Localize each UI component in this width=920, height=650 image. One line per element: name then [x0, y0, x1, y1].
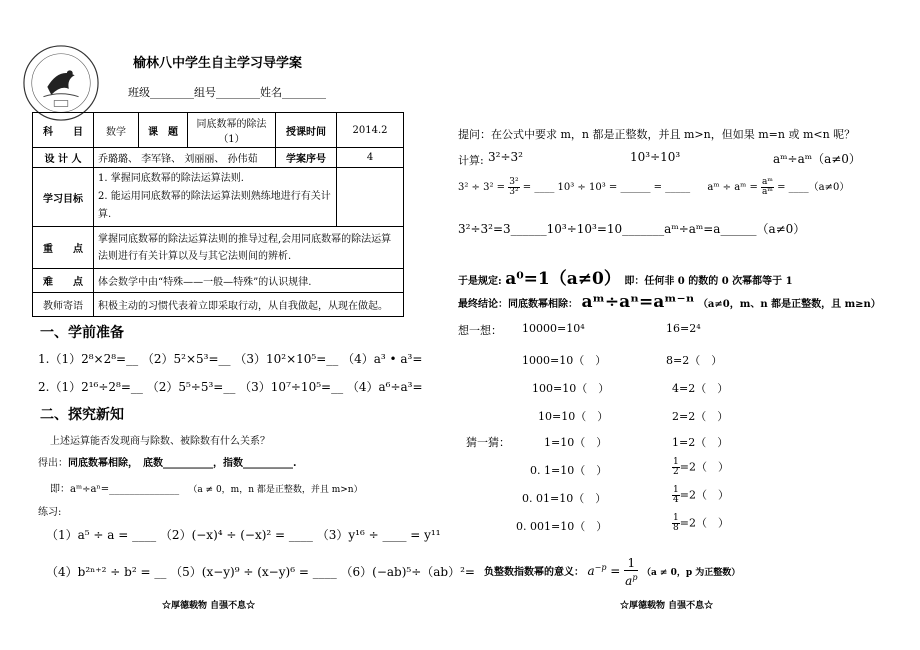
key-label: 重 点: [33, 227, 94, 269]
practice-line-1: （1）a⁵ ÷ a = ____ （2）(−x)⁴ ÷ (−x)² = ____ （3）y¹⁶ ÷ ____ = y¹¹: [46, 528, 441, 542]
rule-prefix: 于是规定:: [458, 276, 502, 287]
difficult-label: 难 点: [33, 269, 94, 293]
frac-line-a: 3² ÷ 3² =: [458, 182, 506, 193]
subject-value: 数学: [94, 113, 139, 148]
frac-line-c: aᵐ ÷ aᵐ =: [707, 182, 758, 193]
power10-row-2: 100=10（ ）: [532, 382, 610, 395]
think-label: 想一想：: [458, 324, 502, 337]
calc-label: 计算:: [458, 154, 484, 167]
seq-label: 学案序号: [276, 148, 337, 168]
designer-label: 设 计 人: [33, 148, 94, 168]
frac-line-d: = ____（a≠0）: [777, 182, 850, 193]
conclusion-prefix: 得出：: [38, 458, 68, 469]
motto-label: 教师寄语: [33, 293, 94, 317]
power2-row-3: 2=2（ ）: [672, 410, 729, 423]
power10-row-0: 10000=10⁴: [522, 322, 585, 335]
fraction-1-8: $\frac{1}{8}$: [673, 513, 679, 533]
final-line: [458, 292, 881, 312]
power2-row-6: $\frac{1}{4}$ =2（ ）: [673, 485, 729, 505]
fraction-1-ap: $\frac{1}{a^p}$: [625, 556, 638, 588]
power10-row-1: 1000=10（ ）: [522, 354, 607, 367]
goals-value: [94, 168, 337, 227]
exercise-line-2: 2.（1）2¹⁶÷2⁸=__ （2）5⁵÷5³=__ （3）10⁷÷10⁵=__ （4）a⁶÷a³=: [38, 380, 423, 394]
power10-row-4: 1=10（ ）: [544, 436, 608, 449]
neg-formula: $a^{-p}$ =: [587, 563, 625, 578]
calc-3: aᵐ÷aᵐ（a≠0）: [773, 152, 861, 166]
explore-question: 上述运算能否发现商与除数、被除数有什么关系？: [50, 436, 270, 447]
final-condition: （a≠0，m、n 都是正整数，且 m≥n）: [697, 299, 881, 310]
formula-line: [50, 480, 363, 495]
key-value: 掌握同底数幂的除法运算法则的推导过程,会用同底数幂的除法运算法则进行有关计算以及与其它法则间的辨析.: [94, 227, 404, 269]
conclusion-line: [38, 454, 296, 469]
power10-row-7: 0. 001=10（ ）: [516, 520, 608, 533]
frac-line-b: = ____ 10³ ÷ 10³ = ______ = _____: [522, 182, 691, 193]
goal-2: 2. 能运用同底数幂的除法运算法则熟练地进行有关计算.: [98, 191, 331, 220]
footer-right: ☆厚德载物 自强不息☆: [620, 601, 714, 611]
final-prefix: 最终结论：同底数幂相除：: [458, 299, 578, 310]
power2-row-1: 8=2（ ）: [666, 354, 723, 367]
time-label: 授课时间: [276, 113, 337, 148]
fraction-1-2: $\frac{1}{2}$: [673, 457, 679, 477]
topic-label: 课 题: [139, 113, 188, 148]
time-value: 2014.2: [337, 113, 404, 148]
calc-line-3: 3²÷3²=3______10³÷10³=10_______aᵐ÷aᵐ=a______（a≠0）: [458, 222, 806, 236]
designer-value: 乔璐璐、 李军锋、 刘丽丽、 孙伟茹: [94, 148, 276, 168]
fraction-line: [458, 178, 849, 197]
calc-1: 3²÷3²: [488, 150, 523, 164]
section2-heading: 二、探究新知: [40, 407, 124, 423]
section1-heading: 一、学前准备: [40, 325, 124, 341]
footer-left: ☆厚德载物 自强不息☆: [162, 601, 256, 611]
info-table: [32, 112, 404, 317]
power2-row-7: $\frac{1}{8}$ =2（ ）: [673, 513, 729, 533]
guess-label: 猜一猜：: [466, 436, 510, 449]
formula-condition: （a ≠ 0，m，n 都是正整数，并且 m>n）: [188, 485, 363, 495]
power10-row-3: 10=10（ ）: [538, 410, 609, 423]
practice-label: 练习:: [38, 507, 62, 518]
fraction-1-4: $\frac{1}{4}$: [673, 485, 679, 505]
practice-line-2: （4）b²ⁿ⁺² ÷ b² = __ （5）(x−y)⁹ ÷ (x−y)⁶ = ____ （6）(−ab)⁵÷（ab）²=: [46, 565, 475, 579]
topic-value: 同底数幂的除法（1）: [188, 113, 276, 148]
neg-condition: （a ≠ 0，p 为正整数）: [641, 568, 741, 578]
calc-2: 10³÷10³: [630, 150, 681, 164]
motto-value: 积极主动的习惯代表着立即采取行动，从自我做起，从现在做起。: [94, 293, 404, 317]
school-seal-logo: [22, 44, 100, 122]
difficult-value: 体会数学中由“特殊——一般—特殊”的认识规律.: [94, 269, 404, 293]
neg-label: 负整数指数幂的意义：: [484, 567, 584, 578]
power2-row-4: 1=2（ ）: [672, 436, 729, 449]
rule-text: 即：任何非 0 的数的 0 次幂都等于 1: [624, 276, 793, 287]
page-title: 榆林八中学生自主学习导学案: [133, 56, 303, 71]
rule-formula: a⁰=1（a≠0）: [505, 269, 621, 289]
fraction-am-am: $\frac{\text{aᵐ}}{\text{aᵐ}}$: [762, 177, 773, 197]
formula-text: 即：aᵐ÷aⁿ=______________: [50, 484, 180, 495]
question-line: 提问：在公式中要求 m，n 都是正整数，并且 m>n，但如果 m=n 或 m<n 呢？: [458, 128, 856, 141]
power2-row-5: $\frac{1}{2}$ =2（ ）: [673, 457, 729, 477]
conclusion-text: 同底数幂相除， 底数__________，指数__________.: [68, 458, 297, 469]
rule-line: [458, 264, 793, 289]
negative-exponent-line: [484, 556, 740, 588]
seq-value: 4: [337, 148, 404, 168]
final-formula: aᵐ÷aⁿ=aᵐ⁻ⁿ: [581, 292, 695, 312]
power2-row-2: 4=2（ ）: [672, 382, 729, 395]
goals-label: 学习目标: [33, 168, 94, 227]
power10-row-6: 0. 01=10（ ）: [522, 492, 607, 505]
goal-1: 1. 掌握同底数幂的除法运算法则.: [98, 173, 244, 184]
class-line: 班级________组号________姓名________: [128, 86, 326, 99]
exercise-line-1: 1.（1）2⁸×2⁸=__ （2）5²×5³=__ （3）10²×10⁵=__ （4）a³ • a³=: [38, 352, 423, 366]
power2-row-0: 16=2⁴: [666, 322, 701, 335]
power10-row-5: 0. 1=10（ ）: [530, 464, 608, 477]
subject-label: 科 目: [33, 113, 94, 148]
fraction-32-32: $\frac{\text{3²}}{\text{3²}}$: [509, 177, 519, 197]
